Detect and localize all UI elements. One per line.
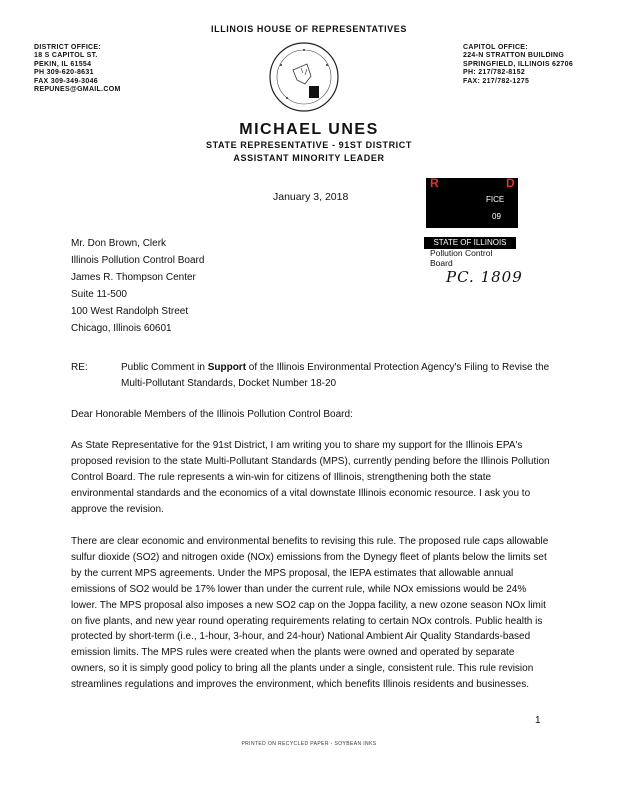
address-line: Chicago, Illinois 60601 — [71, 323, 172, 334]
re-subject — [121, 360, 551, 392]
address-line: Suite 11-500 — [71, 289, 127, 300]
stamp-received-start: R — [430, 176, 439, 190]
re-label: RE: — [71, 362, 88, 373]
stamp-board-label: Pollution Control Board — [430, 248, 493, 268]
capitol-office-label: CAPITOL OFFICE: — [463, 44, 528, 51]
address-line: Illinois Pollution Control Board — [71, 255, 205, 266]
district-office — [34, 44, 121, 94]
representative-name: MICHAEL UNES — [239, 121, 379, 138]
stamp-received-end: D — [506, 176, 515, 190]
re-after: of the Illinois Environmental Protection Agency's Filing to Revise the Multi-Pollutant Standards, Docket Number 18-20 — [121, 362, 550, 389]
pc-number: PC. 1809 — [446, 268, 523, 286]
recipient-address — [71, 235, 204, 337]
address-line: 100 West Randolph Street — [71, 306, 189, 317]
recycled-paper-note: PRINTED ON RECYCLED PAPER - SOYBEAN INKS — [241, 741, 377, 747]
stamp-file-word: FICE — [486, 195, 505, 204]
letterhead-title: ILLINOIS HOUSE OF REPRESENTATIVES — [211, 24, 407, 34]
re-line — [71, 360, 551, 392]
received-stamp — [426, 178, 518, 228]
address-line: James R. Thompson Center — [71, 272, 196, 283]
salutation: Dear Honorable Members of the Illinois Pollution Control Board: — [71, 409, 353, 420]
district-office-line: PEKIN, IL 61554 — [34, 60, 92, 68]
paragraph-2: There are clear economic and environmental benefits to revising this rule. The proposed rule caps allowable sulfur dioxide (SO2) and nitrogen oxide (NOx) emissions from the Dynegy fleet of plants below the limits set by the current MPS agreements. Under the MPS proposal, the IEPA estimates that allowable annual emissions of SO2 would be 17% lower than under the current rule, while NOx emissions would be 24% lower. The MPS proposal also imposes a new SO2 cap on the Joppa facility, a new ozone season NOx limit on five plants, and new year round operating requirements relating to certain NOx controls. Public health is protected by short-term (i.e., 1-hour, 3-hour, and 24-hour) National Ambient Air Quality Standards-based emission limits. The MPS rules were created when the plants were owned and operated by separate owners, so it is simply good policy to bring all the plants under a single, consistent rule. This rule revision streamlines regulations and improves the environment, which benefits Illinois residents and businesses. — [71, 536, 549, 691]
capitol-office-line: SPRINGFIELD, ILLINOIS 62706 — [463, 60, 574, 68]
board-stamp — [424, 237, 516, 268]
stamp-file-num: 09 — [492, 212, 501, 221]
representative-position: STATE REPRESENTATIVE - 91ST DISTRICT — [206, 140, 412, 150]
re-bold: Support — [207, 362, 247, 373]
district-office-line: FAX 309-349-3046 — [34, 77, 98, 85]
district-office-line: 18 S CAPITOL ST. — [34, 52, 98, 60]
capitol-office — [463, 44, 573, 86]
letter-date: January 3, 2018 — [273, 191, 349, 203]
capitol-office-line: FAX: 217/782-1275 — [463, 77, 530, 85]
paragraph-1: As State Representative for the 91st District, I am writing you to share my support for the Illinois EPA's proposed revision to the state Multi-Pollutant Standards (MPS), currently pending before the Illinois Pollution Control Board. The rule represents a win-win for citizens of Illinois, strengthening both the state environmental standards and the economics of a vital downstate Illinois economic resource. I ask you to approve the revision. — [71, 440, 550, 515]
district-office-line: PH 309-620-8631 — [34, 69, 94, 77]
re-before: Public Comment in — [121, 362, 208, 373]
district-office-line: REPUNES@GMAIL.COM — [34, 86, 121, 94]
district-office-label: DISTRICT OFFICE: — [34, 44, 102, 51]
stamp-state-label: STATE OF ILLINOIS — [424, 237, 516, 249]
capitol-office-line: PH: 217/782-8152 — [463, 69, 526, 77]
state-seal-icon — [267, 40, 341, 114]
capitol-office-line: 224-N STRATTON BUILDING — [463, 52, 565, 60]
representative-role: ASSISTANT MINORITY LEADER — [233, 153, 385, 163]
address-line: Mr. Don Brown, Clerk — [71, 238, 167, 249]
page-number: 1 — [535, 715, 541, 726]
